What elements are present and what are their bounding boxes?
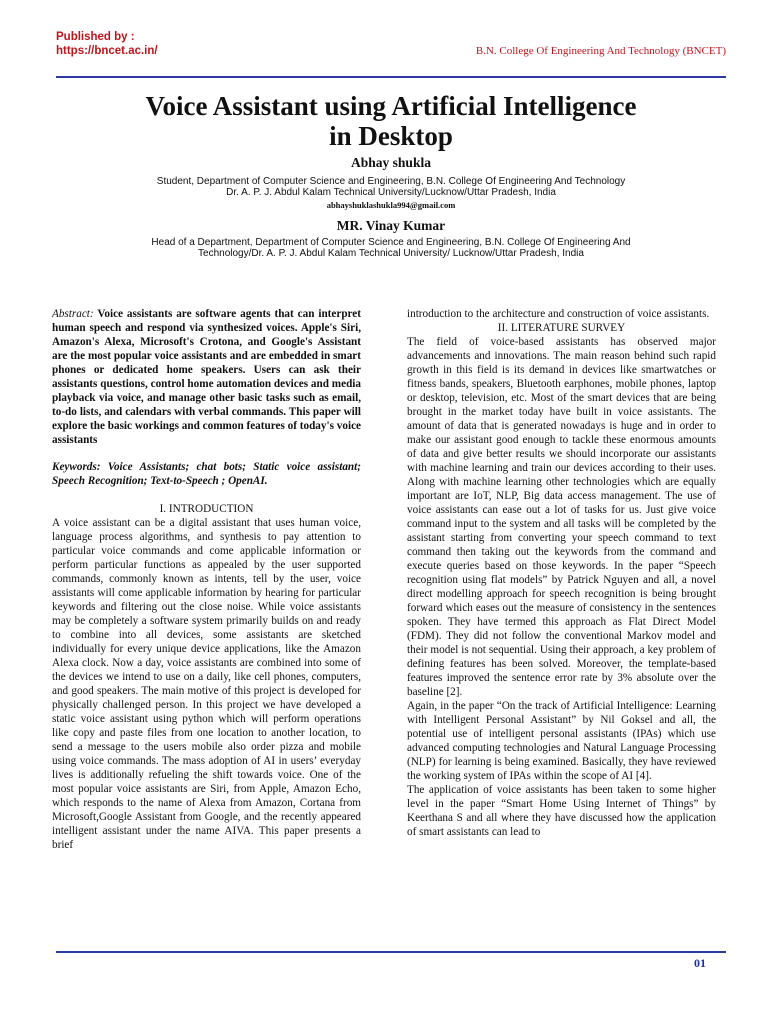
literature-paragraph-1: The field of voice-based assistants has observed major advancements and innovations. The main reason behind such rapid growth in this field is its demand in devices like smartwatches or fitness bands, speakers, Bluetooth earphones, mobile phones, laptop or desktop, television, etc. Most of the smart devices that are being brought in the market today have built in voice assistants. The amount of data that is generated nowadays is huge and in order to make our assistant good enough to tackle these enormous amounts of data and give better results we should incorporate our assistants with machine learning and train our devices according to their uses. Along with machine learning other technologies which are equally important are IoT, NLP, Big data access management. The use of voice assistants can ease out a lot of tasks for us. Just give voice command input to the system and all tasks will be completed by the assistant starting from converting your speech command to text command then taking out the keywords from the command and execute queries based on those keywords. In the paper “Speech recognition using flat models” by Patrick Nguyen and all, a novel direct modelling approach for speech recognition is being brought forward which eases out the measure of consistency in the sentences spoken. They have termed this approach as Flat Direct Model (FDM). They did not follow the conventional Markov model and their model is not sequential. Using their approach, a key problem of defining features has been solved. Moreover, the template-based features improved the sentence error rate by 3% absolute over the baseline [2].	[407, 336, 716, 698]
keywords: Keywords: Voice Assistants; chat bots; Static voice assistant; Speech Recognition; Text-to-Speech ; OpenAI.	[52, 461, 361, 487]
title-line-2: in Desktop	[329, 121, 453, 151]
college-name: B.N. College Of Engineering And Technology (BNCET)	[475, 45, 726, 57]
left-column	[52, 307, 361, 852]
abstract-text: Voice assistants are software agents that can interpret human speech and respond via synthesized voices. Apple's Siri, Amazon's Alexa, Microsoft's Crotona, and Google's Assistant are the most popular voice assistants and are embedded in smart phones or dedicated home speakers. Users can ask their assistants questions, control home automation devices and media playback via voice, and manage other basic tasks such as email, to-do lists, and calendars with verbal commands. This paper will explore the basic workings and common features of today's voice assistants	[52, 308, 361, 446]
author-1-affiliation-2: Dr. A. P. J. Abdul Kalam Technical University/Lucknow/Uttar Pradesh, India	[226, 187, 556, 198]
publisher-url[interactable]: https://bncet.ac.in/	[56, 45, 158, 57]
intro-heading: I. INTRODUCTION	[159, 503, 254, 515]
page-number: 01	[694, 956, 706, 970]
right-column	[407, 307, 716, 839]
author-2-affiliation-2: Technology/Dr. A. P. J. Abdul Kalam Technical University/ Lucknow/Uttar Pradesh, India	[198, 248, 584, 259]
abstract-label: Abstract:	[52, 308, 94, 320]
author-1-affiliation-1: Student, Department of Computer Science and Engineering, B.N. College Of Engineering And Technology	[156, 176, 626, 187]
author-1-email[interactable]: abhayshuklashukla994@gmail.com	[326, 200, 456, 210]
literature-paragraph-3: The application of voice assistants has been taken to some higher level in the paper “Smart Home Using Internet of Things” by Keerthana S and all where they have discussed how the application of smart assistants can lead to	[407, 784, 716, 838]
abstract	[52, 307, 361, 447]
published-by-label: Published by :	[56, 31, 135, 43]
publisher-block	[56, 30, 158, 58]
author-2-affiliation-1: Head of a Department, Department of Computer Science and Engineering, B.N. College Of Engineering And	[151, 237, 631, 248]
intro-text: A voice assistant can be a digital assistant that uses human voice, language process algorithms, and synthesis to pay attention to particular voice commands and come applicable information or perform particular functions as appealed by the user supported commands, commonly known as intents, tell by the user, voice assistants will come applicable information by hearing for particular keywords and filtering out the close noise. While voice assistants may be completely a software system primarily builds on and ready to combine into all devices, some assistants are sketched individually for every unique device applications, like the Amazon Alexa clock. Now a day, voice assistants are combined into some of the devices we intend to use on a daily, like cell phones, computers, and good speakers. The main motive of this project is developed for physically challenged person. In this project we have developed a static voice assistant using python which will perform operations like copy and paste files from one location to another location, to send a message to the users mobile also order pizza and mobile using voice commands. The mass adoption of AI in users’ everyday lives is additionally refueling the shift towards voice. One of the most popular voice assistants are Siri, from Apple, Amazon Echo, which responds to the name of Alexa from Amazon, Cortana from Microsoft,Google Assistant from Google, and the recently appeared intelligent assistant under the name AIVA. This paper presents a brief	[52, 517, 361, 851]
footer-rule	[56, 951, 726, 953]
header-rule	[56, 76, 726, 78]
literature-heading: II. LITERATURE SURVEY	[497, 322, 626, 334]
literature-paragraph-2: Again, in the paper “On the track of Artificial Intelligence: Learning with Intelligent Personal Assistant” by Nil Goksel and all, the potential use of intelligent personal assistants (IPAs) which use advanced computing technologies and Natural Language Processing (NLP) for learning is being examined. Basically, they have reviewed the working system of IPAs within the scope of AI [4].	[407, 700, 716, 782]
author-2-name: MR. Vinay Kumar	[336, 218, 446, 233]
paper-title	[56, 91, 726, 151]
title-line-1: Voice Assistant using Artificial Intelligence	[145, 91, 637, 121]
author-1-name: Abhay shukla	[351, 155, 431, 170]
intro-continued: introduction to the architecture and construction of voice assistants.	[407, 308, 710, 320]
